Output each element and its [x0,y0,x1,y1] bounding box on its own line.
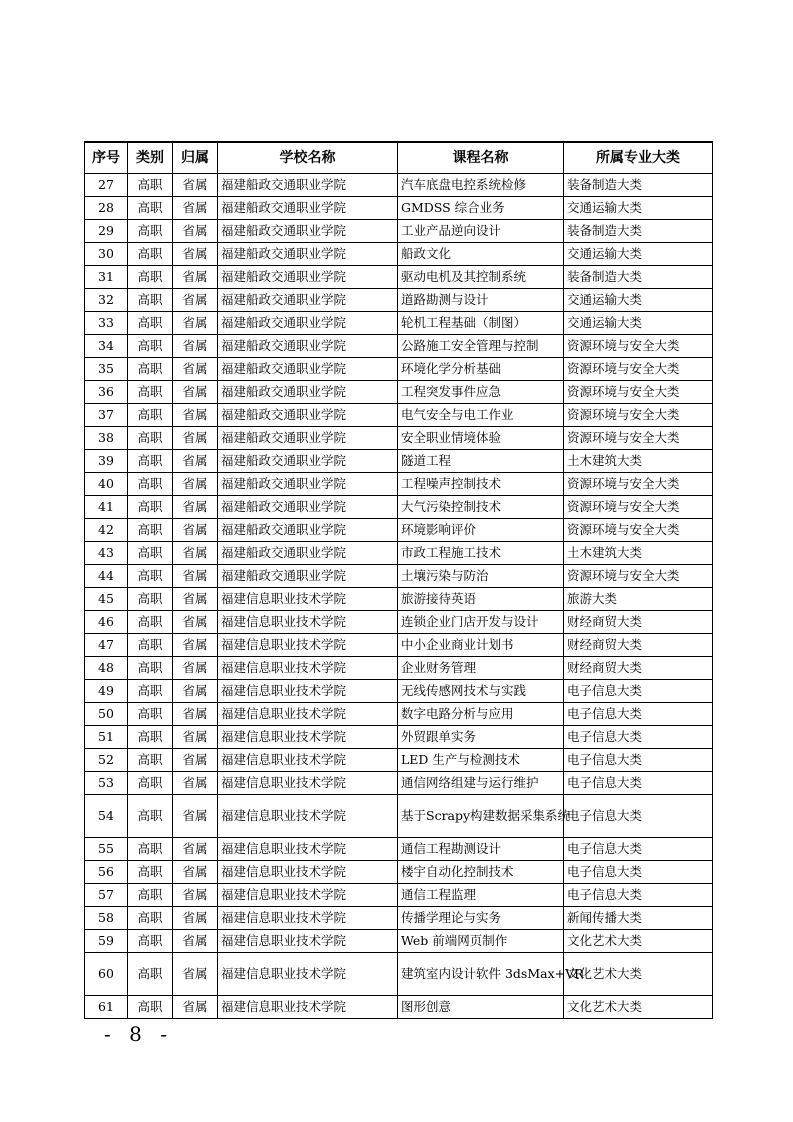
course-table [84,141,713,1019]
cell-category: 高职 [128,312,173,335]
cell-major-category: 财经商贸大类 [564,611,713,634]
cell-major-category: 土木建筑大类 [564,450,713,473]
cell-course: 图形创意 [398,996,564,1019]
cell-affiliation: 省属 [173,565,218,588]
cell-course: 工程突发事件应急 [398,381,564,404]
cell-category: 高职 [128,404,173,427]
cell-course: 汽车底盘电控系统检修 [398,174,564,197]
cell-index: 31 [85,266,128,289]
table-row [85,565,713,588]
cell-category: 高职 [128,519,173,542]
header-category: 类别 [128,142,173,174]
cell-course: 外贸跟单实务 [398,726,564,749]
cell-course: 电气安全与电工作业 [398,404,564,427]
cell-index: 45 [85,588,128,611]
cell-school: 福建信息职业技术学院 [218,703,398,726]
cell-index: 61 [85,996,128,1019]
cell-affiliation: 省属 [173,335,218,358]
cell-course: 楼宇自动化控制技术 [398,861,564,884]
cell-school: 福建信息职业技术学院 [218,611,398,634]
cell-school: 福建船政交通职业学院 [218,289,398,312]
cell-school: 福建船政交通职业学院 [218,381,398,404]
cell-major-category: 新闻传播大类 [564,907,713,930]
cell-school: 福建船政交通职业学院 [218,565,398,588]
cell-major-category: 装备制造大类 [564,266,713,289]
cell-category: 高职 [128,611,173,634]
cell-major-category: 电子信息大类 [564,680,713,703]
cell-course: 数字电路分析与应用 [398,703,564,726]
cell-school: 福建船政交通职业学院 [218,220,398,243]
cell-affiliation: 省属 [173,838,218,861]
cell-category: 高职 [128,450,173,473]
header-course: 课程名称 [398,142,564,174]
cell-affiliation: 省属 [173,703,218,726]
table-row [85,266,713,289]
cell-index: 47 [85,634,128,657]
cell-course: GMDSS 综合业务 [398,197,564,220]
cell-category: 高职 [128,726,173,749]
table-row [85,680,713,703]
cell-major-category: 电子信息大类 [564,772,713,795]
cell-affiliation: 省属 [173,358,218,381]
cell-category: 高职 [128,772,173,795]
table-row [85,450,713,473]
cell-school: 福建信息职业技术学院 [218,884,398,907]
table-row [85,519,713,542]
cell-category: 高职 [128,496,173,519]
header-index: 序号 [85,142,128,174]
cell-index: 27 [85,174,128,197]
cell-affiliation: 省属 [173,266,218,289]
table-row [85,726,713,749]
cell-school: 福建船政交通职业学院 [218,542,398,565]
cell-affiliation: 省属 [173,450,218,473]
cell-major-category: 财经商贸大类 [564,657,713,680]
cell-index: 59 [85,930,128,953]
cell-affiliation: 省属 [173,884,218,907]
cell-category: 高职 [128,953,173,996]
cell-course: 公路施工安全管理与控制 [398,335,564,358]
cell-school: 福建船政交通职业学院 [218,174,398,197]
cell-index: 53 [85,772,128,795]
table-row [85,795,713,838]
cell-category: 高职 [128,634,173,657]
cell-affiliation: 省属 [173,243,218,266]
table-row [85,381,713,404]
cell-school: 福建船政交通职业学院 [218,266,398,289]
cell-course: 传播学理论与实务 [398,907,564,930]
cell-index: 48 [85,657,128,680]
cell-affiliation: 省属 [173,634,218,657]
cell-category: 高职 [128,795,173,838]
cell-index: 34 [85,335,128,358]
cell-course: 工程噪声控制技术 [398,473,564,496]
cell-index: 50 [85,703,128,726]
cell-index: 51 [85,726,128,749]
table-row [85,996,713,1019]
table-row [85,473,713,496]
cell-category: 高职 [128,588,173,611]
cell-major-category: 文化艺术大类 [564,996,713,1019]
cell-course: 道路勘测与设计 [398,289,564,312]
cell-course: 通信工程勘测设计 [398,838,564,861]
cell-index: 56 [85,861,128,884]
table-row [85,772,713,795]
cell-school: 福建信息职业技术学院 [218,726,398,749]
cell-school: 福建船政交通职业学院 [218,243,398,266]
cell-course: Web 前端网页制作 [398,930,564,953]
cell-index: 49 [85,680,128,703]
cell-major-category: 电子信息大类 [564,703,713,726]
table-body [85,174,713,1019]
table-row [85,884,713,907]
cell-school: 福建船政交通职业学院 [218,519,398,542]
table-row [85,953,713,996]
table-row [85,243,713,266]
header-row [85,142,713,174]
cell-affiliation: 省属 [173,289,218,312]
cell-school: 福建船政交通职业学院 [218,358,398,381]
cell-major-category: 交通运输大类 [564,289,713,312]
cell-school: 福建信息职业技术学院 [218,953,398,996]
table-row [85,749,713,772]
cell-course: LED 生产与检测技术 [398,749,564,772]
cell-affiliation: 省属 [173,381,218,404]
cell-category: 高职 [128,243,173,266]
cell-index: 43 [85,542,128,565]
cell-index: 57 [85,884,128,907]
cell-school: 福建信息职业技术学院 [218,772,398,795]
table-row [85,861,713,884]
cell-category: 高职 [128,358,173,381]
cell-index: 39 [85,450,128,473]
cell-major-category: 装备制造大类 [564,174,713,197]
cell-category: 高职 [128,657,173,680]
cell-affiliation: 省属 [173,220,218,243]
table-row [85,930,713,953]
cell-school: 福建信息职业技术学院 [218,657,398,680]
cell-major-category: 文化艺术大类 [564,930,713,953]
cell-school: 福建船政交通职业学院 [218,450,398,473]
cell-affiliation: 省属 [173,473,218,496]
cell-major-category: 资源环境与安全大类 [564,335,713,358]
cell-school: 福建船政交通职业学院 [218,427,398,450]
cell-school: 福建船政交通职业学院 [218,312,398,335]
cell-school: 福建信息职业技术学院 [218,861,398,884]
header-school: 学校名称 [218,142,398,174]
cell-major-category: 电子信息大类 [564,726,713,749]
cell-course: 通信网络组建与运行维护 [398,772,564,795]
table-row [85,634,713,657]
cell-category: 高职 [128,335,173,358]
cell-affiliation: 省属 [173,907,218,930]
cell-index: 40 [85,473,128,496]
table-row [85,174,713,197]
cell-course: 轮机工程基础（制图） [398,312,564,335]
cell-affiliation: 省属 [173,680,218,703]
cell-course: 旅游接待英语 [398,588,564,611]
cell-index: 44 [85,565,128,588]
cell-affiliation: 省属 [173,930,218,953]
cell-major-category: 电子信息大类 [564,795,713,838]
cell-school: 福建信息职业技术学院 [218,680,398,703]
cell-index: 36 [85,381,128,404]
cell-major-category: 资源环境与安全大类 [564,358,713,381]
cell-major-category: 资源环境与安全大类 [564,565,713,588]
cell-category: 高职 [128,703,173,726]
cell-school: 福建船政交通职业学院 [218,197,398,220]
cell-category: 高职 [128,861,173,884]
cell-major-category: 电子信息大类 [564,749,713,772]
cell-course: 无线传感网技术与实践 [398,680,564,703]
cell-course: 环境影响评价 [398,519,564,542]
table-row [85,220,713,243]
cell-course: 环境化学分析基础 [398,358,564,381]
cell-major-category: 资源环境与安全大类 [564,427,713,450]
cell-major-category: 资源环境与安全大类 [564,381,713,404]
cell-school: 福建信息职业技术学院 [218,907,398,930]
cell-school: 福建信息职业技术学院 [218,749,398,772]
cell-major-category: 电子信息大类 [564,861,713,884]
cell-affiliation: 省属 [173,542,218,565]
cell-category: 高职 [128,427,173,450]
cell-affiliation: 省属 [173,953,218,996]
cell-school: 福建船政交通职业学院 [218,496,398,519]
cell-index: 60 [85,953,128,996]
cell-category: 高职 [128,907,173,930]
cell-course: 中小企业商业计划书 [398,634,564,657]
cell-course: 连锁企业门店开发与设计 [398,611,564,634]
cell-course: 安全职业情境体验 [398,427,564,450]
cell-affiliation: 省属 [173,861,218,884]
cell-course: 工业产品逆向设计 [398,220,564,243]
table-row [85,496,713,519]
cell-affiliation: 省属 [173,427,218,450]
cell-index: 35 [85,358,128,381]
cell-index: 33 [85,312,128,335]
cell-school: 福建信息职业技术学院 [218,996,398,1019]
cell-major-category: 资源环境与安全大类 [564,404,713,427]
cell-major-category: 交通运输大类 [564,197,713,220]
cell-category: 高职 [128,266,173,289]
cell-affiliation: 省属 [173,772,218,795]
header-affiliation: 归属 [173,142,218,174]
cell-category: 高职 [128,197,173,220]
cell-school: 福建信息职业技术学院 [218,634,398,657]
cell-category: 高职 [128,930,173,953]
cell-category: 高职 [128,884,173,907]
cell-index: 58 [85,907,128,930]
cell-category: 高职 [128,381,173,404]
cell-major-category: 电子信息大类 [564,884,713,907]
cell-affiliation: 省属 [173,197,218,220]
cell-affiliation: 省属 [173,519,218,542]
cell-category: 高职 [128,680,173,703]
table-row [85,335,713,358]
table-row [85,197,713,220]
cell-school: 福建信息职业技术学院 [218,795,398,838]
cell-index: 37 [85,404,128,427]
cell-course: 土壤污染与防治 [398,565,564,588]
cell-affiliation: 省属 [173,657,218,680]
cell-category: 高职 [128,220,173,243]
cell-category: 高职 [128,749,173,772]
cell-school: 福建信息职业技术学院 [218,838,398,861]
cell-index: 55 [85,838,128,861]
table-row [85,542,713,565]
cell-course: 建筑室内设计软件 3dsMax+VR [398,953,564,996]
cell-course: 隧道工程 [398,450,564,473]
cell-major-category: 文化艺术大类 [564,953,713,996]
cell-course: 驱动电机及其控制系统 [398,266,564,289]
table-row [85,611,713,634]
cell-category: 高职 [128,542,173,565]
cell-affiliation: 省属 [173,588,218,611]
page-number: - 8 - [104,1022,173,1046]
cell-major-category: 财经商贸大类 [564,634,713,657]
table-row [85,703,713,726]
cell-major-category: 交通运输大类 [564,243,713,266]
cell-course: 企业财务管理 [398,657,564,680]
cell-major-category: 交通运输大类 [564,312,713,335]
cell-category: 高职 [128,996,173,1019]
table-row [85,588,713,611]
cell-major-category: 资源环境与安全大类 [564,473,713,496]
cell-index: 41 [85,496,128,519]
cell-index: 54 [85,795,128,838]
cell-school: 福建信息职业技术学院 [218,930,398,953]
cell-category: 高职 [128,838,173,861]
cell-major-category: 资源环境与安全大类 [564,496,713,519]
cell-index: 30 [85,243,128,266]
cell-affiliation: 省属 [173,312,218,335]
cell-affiliation: 省属 [173,996,218,1019]
cell-course: 大气污染控制技术 [398,496,564,519]
cell-index: 32 [85,289,128,312]
cell-affiliation: 省属 [173,726,218,749]
cell-index: 42 [85,519,128,542]
cell-index: 46 [85,611,128,634]
cell-school: 福建船政交通职业学院 [218,404,398,427]
cell-major-category: 土木建筑大类 [564,542,713,565]
table-row [85,404,713,427]
table-row [85,657,713,680]
cell-course: 市政工程施工技术 [398,542,564,565]
cell-category: 高职 [128,174,173,197]
cell-index: 52 [85,749,128,772]
cell-affiliation: 省属 [173,795,218,838]
table-row [85,358,713,381]
cell-school: 福建信息职业技术学院 [218,588,398,611]
cell-major-category: 旅游大类 [564,588,713,611]
cell-index: 29 [85,220,128,243]
table-row [85,838,713,861]
cell-affiliation: 省属 [173,749,218,772]
cell-affiliation: 省属 [173,496,218,519]
cell-course: 基于Scrapy构建数据采集系统 [398,795,564,838]
cell-category: 高职 [128,565,173,588]
cell-major-category: 电子信息大类 [564,838,713,861]
cell-course: 船政文化 [398,243,564,266]
table-row [85,907,713,930]
cell-course: 通信工程监理 [398,884,564,907]
cell-affiliation: 省属 [173,404,218,427]
cell-category: 高职 [128,289,173,312]
cell-affiliation: 省属 [173,611,218,634]
cell-school: 福建船政交通职业学院 [218,473,398,496]
cell-index: 38 [85,427,128,450]
header-major-category: 所属专业大类 [564,142,713,174]
table-row [85,312,713,335]
cell-major-category: 资源环境与安全大类 [564,519,713,542]
cell-major-category: 装备制造大类 [564,220,713,243]
cell-school: 福建船政交通职业学院 [218,335,398,358]
cell-category: 高职 [128,473,173,496]
table-row [85,427,713,450]
cell-affiliation: 省属 [173,174,218,197]
table-row [85,289,713,312]
cell-index: 28 [85,197,128,220]
